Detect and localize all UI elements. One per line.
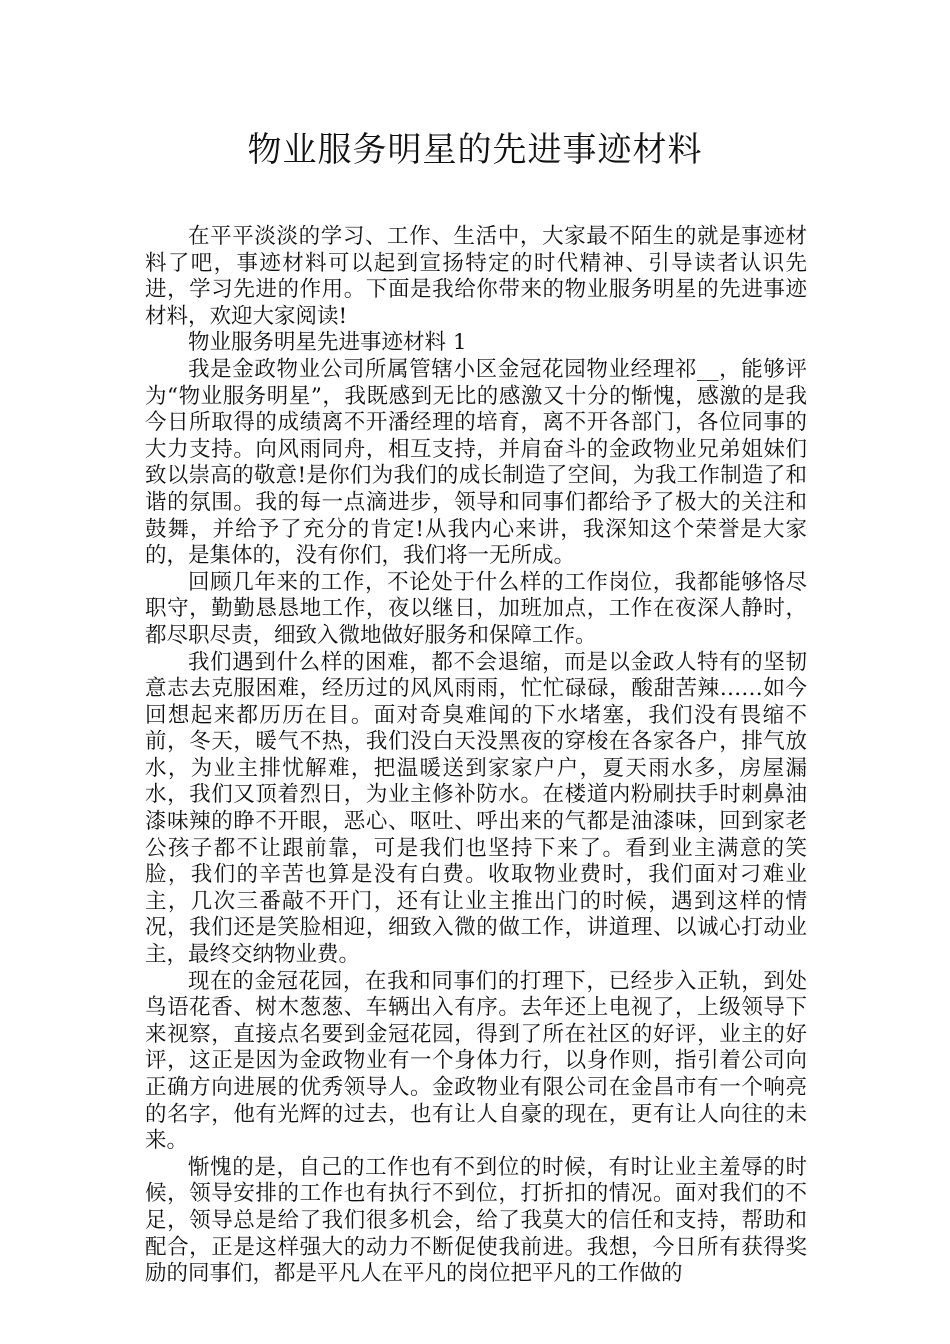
paragraph: 现在的金冠花园，在我和同事们的打理下，已经步入正轨，到处鸟语花香、树木葱葱、车辆出入有序。去年还上电视了，上级领导下来视察，直接点名要到金冠花园，得到了所在社区的好评，业主的好评，这正是因为金政物业有一个身体力行，以身作则，指引着公司向正确方向进展的优秀领导人。金政物业有限公司在金昌市有一个响亮的名字，他有光辉的过去，也有让人自豪的现在，更有让人向往的未来。 xyxy=(145,968,807,1154)
section-heading: 物业服务明星先进事迹材料 1 xyxy=(188,330,467,356)
paragraph: 我是金政物业公司所属管辖小区金冠花园物业经理祁__，能够评为“物业服务明星”，我既感到无比的感激又十分的惭愧，感激的是我今日所取得的成绩离不开潘经理的培育，离不开各部门，各位同事的大力支持。向风雨同舟，相互支持，并肩奋斗的金政物业兄弟姐妹们致以崇高的敬意!是你们为我们的成长制造了空间，为我工作制造了和谐的氛围。我的每一点滴进步，领导和同事们都给予了极大的关注和鼓舞，并给予了充分的肯定!从我内心来讲，我深知这个荣誉是大家的，是集体的，没有你们，我们将一无所成。 xyxy=(145,356,807,569)
paragraph: 惭愧的是，自己的工作也有不到位的时候，有时让业主羞辱的时候，领导安排的工作也有执行不到位，打折扣的情况。面对我们的不足，领导总是给了我们很多机会，给了我莫大的信任和支持，帮助和配合，正是这样强大的动力不断促使我前进。我想，今日所有获得奖励的同事们，都是平凡人在平凡的岗位把平凡的工作做的 xyxy=(145,1154,807,1287)
paragraph: 回顾几年来的工作，不论处于什么样的工作岗位，我都能够恪尽职守，勤勤恳恳地工作，夜以继日，加班加点，工作在夜深人静时，都尽职尽责，细致入微地做好服务和保障工作。 xyxy=(145,569,807,648)
paragraph-intro: 在平平淡淡的学习、工作、生活中，大家最不陌生的就是事迹材料了吧，事迹材料可以起到宣扬特定的时代精神、引导读者认识先进，学习先进的作用。下面是我给你带来的物业服务明星的先进事迹材料，欢迎大家阅读! xyxy=(145,224,807,329)
document-title: 物业服务明星的先进事迹材料 xyxy=(247,130,703,170)
document-body xyxy=(145,224,807,1288)
paragraph: 我们遇到什么样的困难，都不会退缩，而是以金政人特有的坚韧意志去克服困难，经历过的风风雨雨，忙忙碌碌，酸甜苦辣……如今回想起来都历历在目。面对奇臭难闻的下水堵塞，我们没有畏缩不前，冬天，暖气不热，我们没白天没黑夜的穿梭在各家各户，排气放水，为业主排忧解难，把温暖送到家家户户，夏天雨水多，房屋漏水，我们又顶着烈日，为业主修补防水。在楼道内粉刷扶手时刺鼻油漆味辣的睁不开眼，恶心、呕吐、呼出来的气都是油漆味，回到家老公孩子都不让跟前靠，可是我们也坚持下来了。看到业主满意的笑脸，我们的辛苦也算是没有白费。收取物业费时，我们面对刁难业主，几次三番敲不开门，还有让业主推出门的时候，遇到这样的情况，我们还是笑脸相迎，细致入微的做工作，讲道理、以诚心打动业主，最终交纳物业费。 xyxy=(145,649,807,968)
